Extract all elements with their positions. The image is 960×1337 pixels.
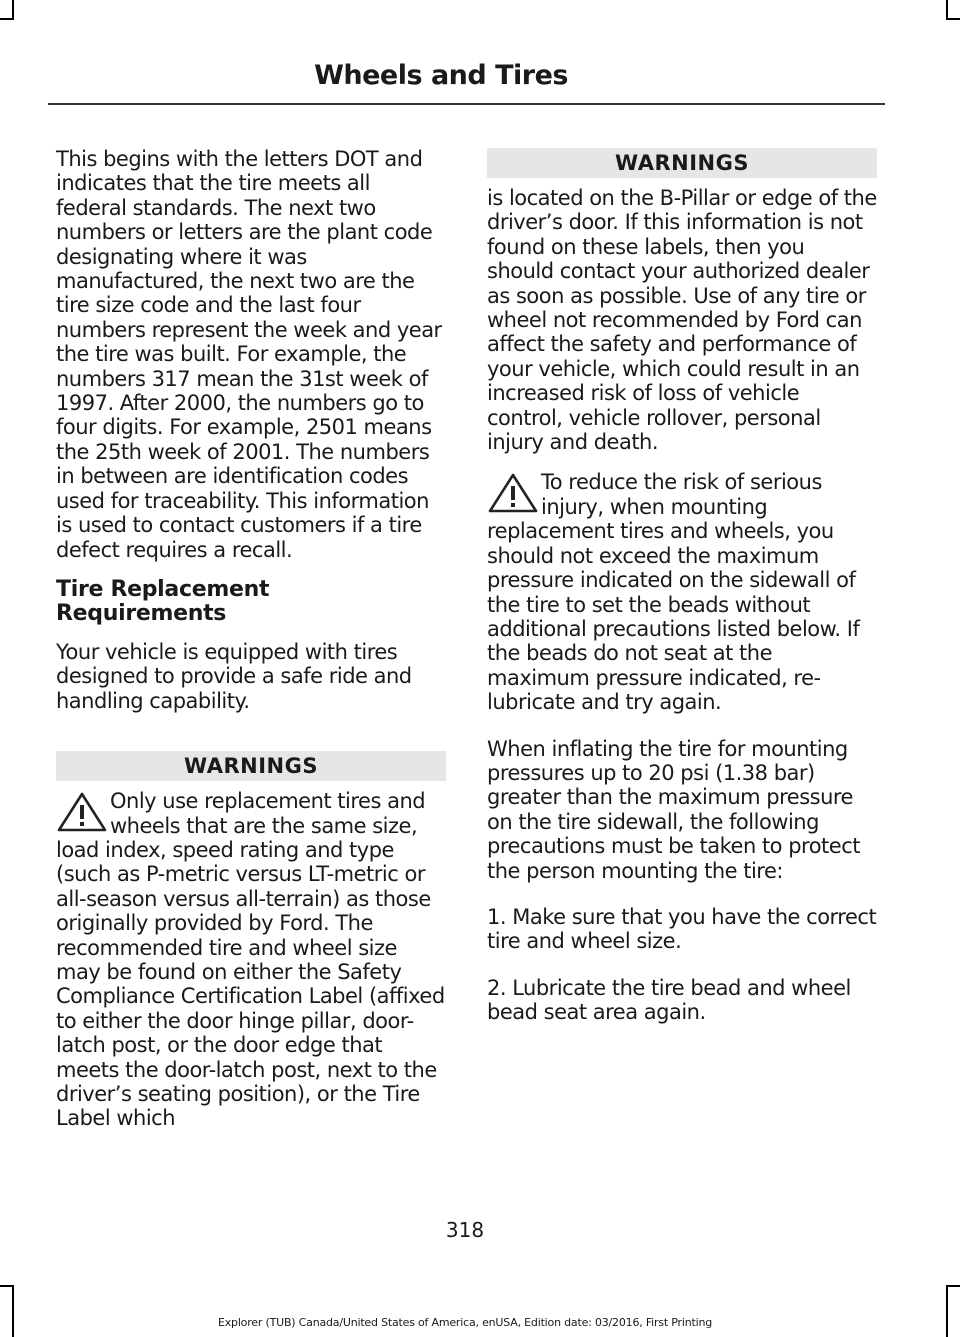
inflation-paragraph: When inflating the tire for mounting pressures up to 20 psi (1.38 bar) greater than the maximum pressure on the tire sidewall, the following precautions must be taken to protect the person mounting the tire: [487, 736, 860, 883]
warnings-heading: WARNINGS [487, 148, 877, 178]
page-number: 318 [445, 1218, 485, 1242]
warning-body: Only use replacement tires and wheels that are the same size, load index, speed rating and type (such as P-metric versus LT-metric or all-season versus all-terrain) as those originally provided by Ford. The recommended tire and wheel size may be found on either the Safety Compliance Certification Label (affixed to either the door hinge pillar, door-latch post, or the door edge that meets the door-latch post, next to the driver’s seating position), or the Tire Label which [56, 789, 445, 1131]
warnings-heading: WARNINGS [56, 751, 446, 781]
header-rule [48, 103, 885, 105]
warning-triangle-icon [56, 791, 108, 833]
crop-mark [12, 1285, 14, 1337]
warning-text [487, 470, 877, 714]
dot-paragraph: This begins with the letters DOT and indicates that the tire meets all federal standards. The next two numbers or letters are the plant code designating where it was manufactured, the next two are the tire size code and the last four numbers represent the week and year the tire was built. For example, the numbers 317 mean the 31st week of 1997. After 2000, the numbers go to four digits. For example, 2501 means the 25th week of 2001. The numbers in between are identification codes used for traceability. This information is used to contact customers if a tire defect requires a recall. [56, 147, 442, 562]
section-heading: Tire Replacement Requirements [56, 576, 270, 626]
step-1: 1. Make sure that you have the correct tire and wheel size. [487, 904, 877, 954]
crop-mark [946, 1285, 960, 1287]
crop-mark [0, 18, 14, 20]
intro-paragraph: Your vehicle is equipped with tires designed to provide a safe ride and handling capability. [56, 639, 412, 713]
step-2: 2. Lubricate the tire bead and wheel bead seat area again. [487, 975, 851, 1025]
crop-mark [946, 0, 948, 20]
footer-text: Explorer (TUB) Canada/United States of America, enUSA, Edition date: 03/2016, First Printing [217, 1316, 712, 1329]
warning-text [56, 789, 446, 1131]
crop-mark [946, 1285, 948, 1337]
warning-continued: is located on the B-Pillar or edge of the driver’s door. If this information is not found on these labels, then you should contact your authorized dealer as soon as possible. Use of any tire or wheel not recommended by Ford can affect the safety and performance of your vehicle, which could result in an increased risk of loss of vehicle control, vehicle rollover, personal injury and death. [487, 186, 877, 455]
warning-body: To reduce the risk of serious injury, when mounting replacement tires and wheels, you should not exceed the maximum pressure indicated on the sidewall of the tire to set the beads without additional precautions listed below. If the beads do not seat at the maximum pressure indicated, re-lubricate and try again. [487, 470, 860, 715]
right-column [487, 148, 877, 1041]
crop-mark [946, 18, 960, 20]
crop-mark [0, 1285, 14, 1287]
crop-mark [12, 0, 14, 20]
left-column [56, 147, 446, 1147]
warning-triangle-icon [487, 472, 539, 514]
